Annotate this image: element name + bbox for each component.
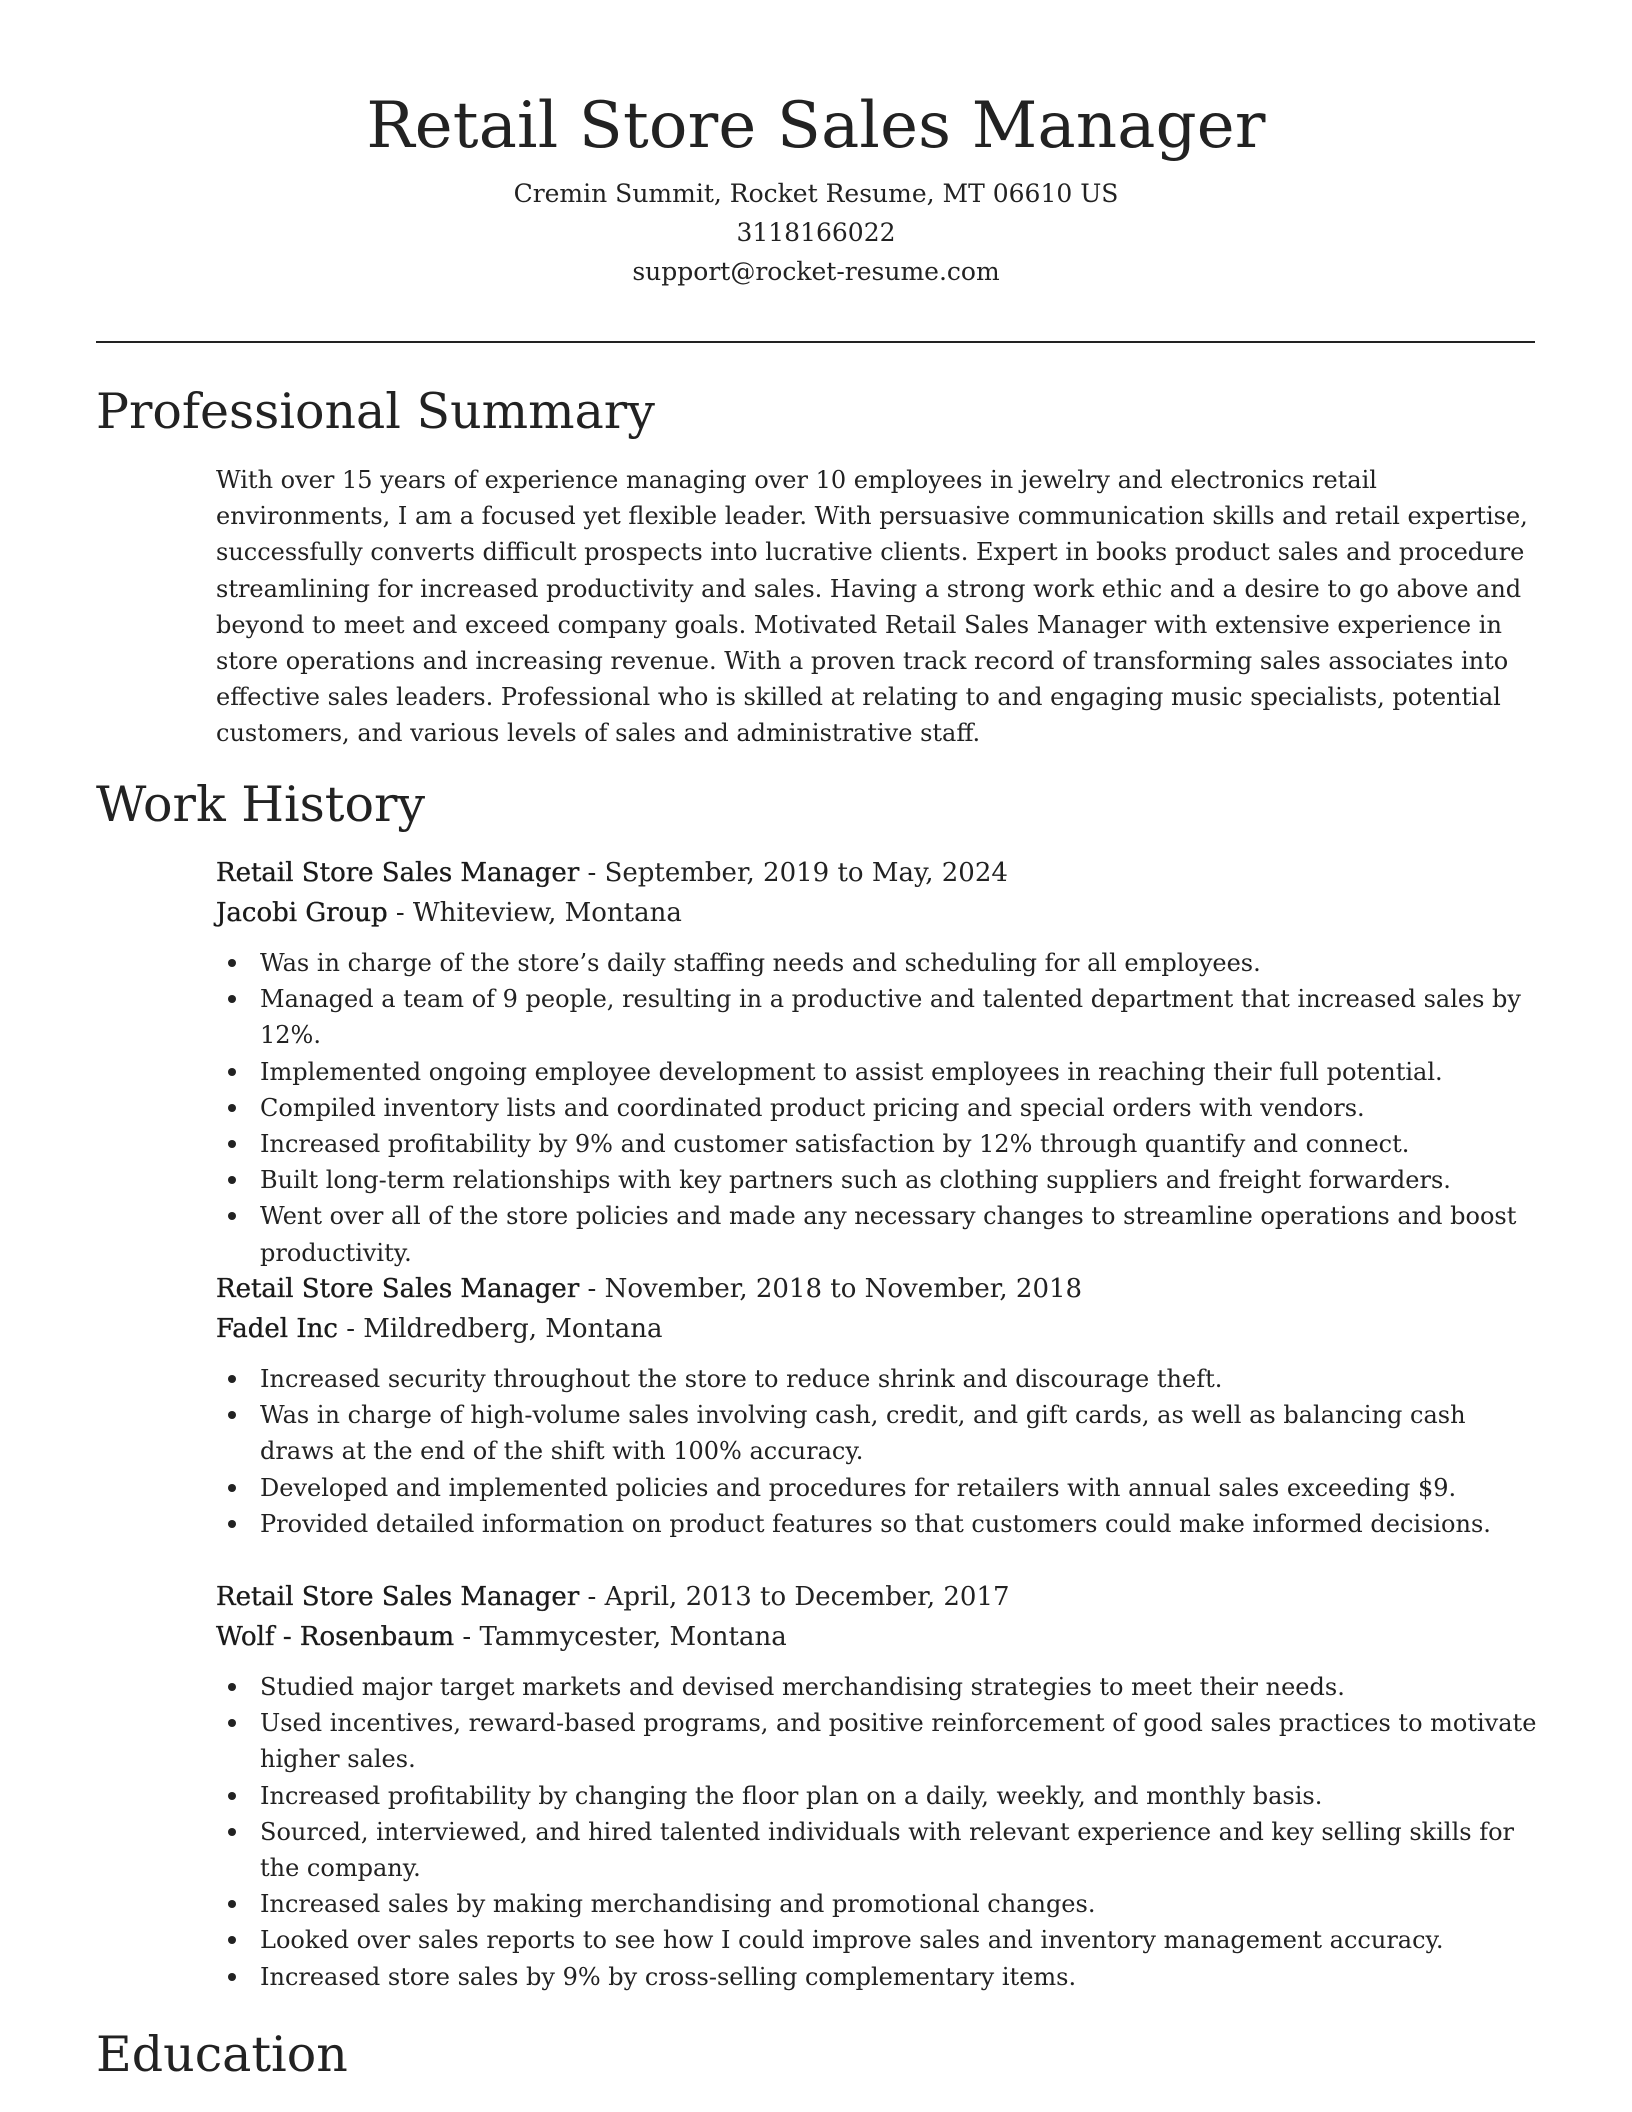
job-entry <box>216 853 1540 1271</box>
bullet-text: Increased profitability by 9% and customer satisfaction by 12% through quantify and connect. <box>260 1130 1410 1159</box>
bullet-item <box>216 1778 1540 1814</box>
bullet-dot-icon <box>228 1828 236 1836</box>
bullet-dot-icon <box>228 1973 236 1981</box>
header-divider <box>96 341 1535 343</box>
bullet-text: Increased profitability by changing the floor plan on a daily, weekly, and monthly basis. <box>260 1781 1323 1810</box>
section-title-work-history: Work History <box>96 776 426 833</box>
bullet-item <box>216 1397 1540 1469</box>
bullet-text: Compiled inventory lists and coordinated product pricing and special orders with vendors. <box>260 1093 1365 1122</box>
bullet-dot-icon <box>228 1104 236 1112</box>
bullet-item <box>216 1470 1540 1506</box>
bullet-text: Studied major target markets and devised merchandising strategies to meet their needs. <box>260 1673 1345 1701</box>
bullet-text: Went over all of the store policies and made any necessary changes to streamline operations and boost productivity. <box>260 1202 1517 1267</box>
bullet-dot-icon <box>228 1792 236 1800</box>
job-company-line <box>216 1309 1540 1349</box>
bullet-item <box>216 1886 1540 1922</box>
contact-address: Cremin Summit, Rocket Resume, MT 06610 US <box>513 179 1119 208</box>
bullet-item <box>216 1506 1540 1542</box>
job-title-line <box>216 853 1540 893</box>
job-company-line <box>216 1617 1540 1657</box>
section-title-education: Education <box>96 2026 348 2083</box>
job-title: Retail Store Sales Manager <box>216 1582 580 1612</box>
job-title: Retail Store Sales Manager <box>216 858 580 888</box>
bullet-text: Was in charge of high-volume sales involving cash, credit, and gift cards, as well as balancing cash draws at the end of the shift with 100% accuracy. <box>260 1401 1466 1466</box>
bullet-dot-icon <box>228 1068 236 1076</box>
bullet-text: Sourced, interviewed, and hired talented individuals with relevant experience and key selling skills for the company. <box>260 1817 1514 1883</box>
bullet-item <box>216 1922 1540 1958</box>
bullet-text: Built long-term relationships with key partners such as clothing suppliers and freight forwarders. <box>260 1166 1451 1195</box>
bullet-item <box>216 1090 1540 1126</box>
bullet-item <box>216 1054 1540 1090</box>
contact-email: support@rocket-resume.com <box>632 257 1000 286</box>
bullet-dot-icon <box>228 1683 236 1691</box>
job-title-line <box>216 1269 1540 1309</box>
bullet-text: Provided detailed information on product features so that customers could make informed decisions. <box>260 1509 1491 1538</box>
job-company: Fadel Inc <box>216 1314 338 1344</box>
job-bullets <box>216 945 1540 1271</box>
job-company: Jacobi Group <box>216 898 388 928</box>
bullet-dot-icon <box>228 1484 236 1492</box>
summary-text: With over 15 years of experience managing over 10 employees in jewelry and electronics retail environments, I am a focused yet flexible leader. With persuasive communication skills and retail expertise, successfully converts difficult prospects into lucrative clients. Expert in books product sales and procedure streamlining for increased productivity and sales. Having a strong work ethic and a desire to go above and beyond to meet and exceed company goals. Motivated Retail Sales Manager with extensive experience in store operations and increasing revenue. With a proven track record of transforming sales associates into effective sales leaders. Professional who is skilled at relating to and engaging music specialists, potential customers, and various levels of sales and administrative staff. <box>216 466 1528 748</box>
bullet-item <box>216 1705 1540 1777</box>
bullet-text: Used incentives, reward-based programs, and positive reinforcement of good sales practices to motivate higher sales. <box>260 1709 1537 1774</box>
bullet-item <box>216 945 1540 981</box>
bullet-dot-icon <box>228 1719 236 1727</box>
job-location: - Mildredberg, Montana <box>337 1314 663 1344</box>
job-location: - Whiteview, Montana <box>387 898 682 928</box>
bullet-dot-icon <box>228 1375 236 1383</box>
bullet-text: Increased sales by making merchandising and promotional changes. <box>260 1890 1096 1919</box>
bullet-item <box>216 1198 1540 1270</box>
bullet-dot-icon <box>228 959 236 967</box>
bullet-dot-icon <box>228 1520 236 1528</box>
job-title: Retail Store Sales Manager <box>216 1274 580 1304</box>
bullet-text: Was in charge of the store’s daily staffing needs and scheduling for all employees. <box>260 949 1261 977</box>
bullet-item <box>216 1669 1540 1705</box>
bullet-item <box>216 1361 1540 1397</box>
job-bullets <box>216 1361 1540 1542</box>
bullet-dot-icon <box>228 995 236 1003</box>
bullet-text: Developed and implemented policies and procedures for retailers with annual sales exceeding $9. <box>260 1473 1457 1502</box>
bullet-dot-icon <box>228 1900 236 1908</box>
bullet-item <box>216 1959 1540 1995</box>
job-dates: - September, 2019 to May, 2024 <box>579 858 1008 888</box>
job-bullets <box>216 1669 1540 1995</box>
bullet-text: Implemented ongoing employee development to assist employees in reaching their full potential. <box>260 1057 1443 1086</box>
bullet-text: Managed a team of 9 people, resulting in a productive and talented department that increased sales by 12%. <box>260 985 1521 1050</box>
bullet-item <box>216 1126 1540 1162</box>
section-title-summary: Professional Summary <box>96 383 655 440</box>
bullet-item <box>216 1162 1540 1198</box>
candidate-name: Retail Store Sales Manager <box>366 89 1266 163</box>
job-company: Wolf - Rosenbaum <box>216 1622 455 1652</box>
bullet-text: Increased security throughout the store to reduce shrink and discourage theft. <box>260 1365 1223 1393</box>
bullet-dot-icon <box>228 1936 236 1944</box>
bullet-text: Looked over sales reports to see how I could improve sales and inventory management accuracy. <box>260 1926 1444 1955</box>
job-entry <box>216 1269 1540 1542</box>
resume-header <box>0 78 1632 291</box>
job-entry <box>216 1577 1540 1995</box>
bullet-item <box>216 1814 1540 1886</box>
job-location: - Tammycester, Montana <box>454 1622 787 1652</box>
bullet-dot-icon <box>228 1140 236 1148</box>
bullet-dot-icon <box>228 1411 236 1419</box>
job-title-line <box>216 1577 1540 1617</box>
job-dates: - November, 2018 to November, 2018 <box>579 1274 1083 1304</box>
bullet-dot-icon <box>228 1212 236 1220</box>
bullet-dot-icon <box>228 1176 236 1184</box>
job-company-line <box>216 893 1540 933</box>
job-dates: - April, 2013 to December, 2017 <box>579 1582 1010 1612</box>
contact-phone: 3118166022 <box>736 218 896 247</box>
bullet-text: Increased store sales by 9% by cross-selling complementary items. <box>260 1962 1077 1991</box>
bullet-item <box>216 981 1540 1053</box>
